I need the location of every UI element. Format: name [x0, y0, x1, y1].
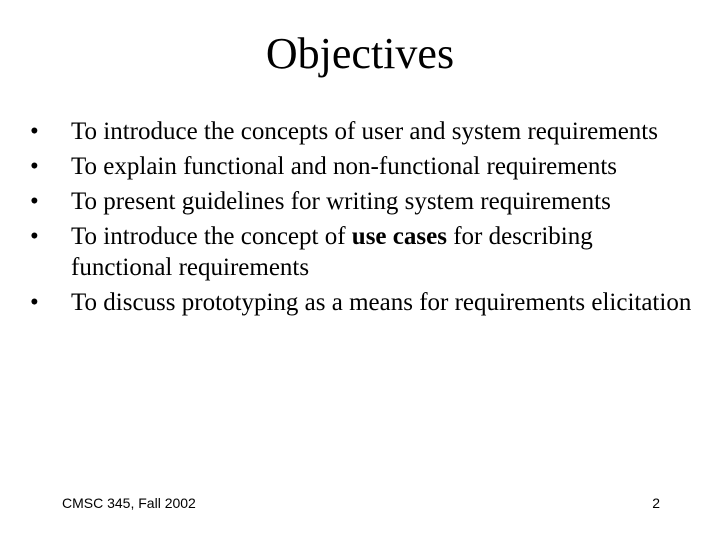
objective-text-4-suffix: for describing functional requirements — [71, 223, 593, 281]
page-number: 2 — [652, 495, 660, 511]
slide-title: Objectives — [265, 29, 455, 78]
objectives-list — [30, 116, 700, 322]
bullet-icon: • — [30, 223, 39, 250]
objective-item-2 — [30, 151, 700, 182]
objective-item-3 — [30, 186, 700, 217]
objective-item-1 — [30, 116, 700, 147]
objective-text-3: To present guidelines for writing system requirements — [71, 188, 611, 215]
course-footer: CMSC 345, Fall 2002 — [62, 495, 196, 511]
objective-item-4 — [30, 221, 700, 283]
objective-text-4-prefix: To introduce the concept of — [71, 223, 352, 250]
objective-item-5 — [30, 287, 700, 318]
bullet-icon: • — [30, 289, 39, 316]
bullet-icon: • — [30, 153, 39, 180]
bullet-icon: • — [30, 118, 39, 145]
use-cases-emphasis: use cases — [351, 223, 447, 250]
objective-text-2: To explain functional and non-functional requirements — [71, 153, 617, 180]
objective-text-5: To discuss prototyping as a means for requirements elicitation — [71, 289, 692, 316]
bullet-icon: • — [30, 188, 39, 215]
objective-text-1: To introduce the concepts of user and system requirements — [71, 118, 658, 145]
